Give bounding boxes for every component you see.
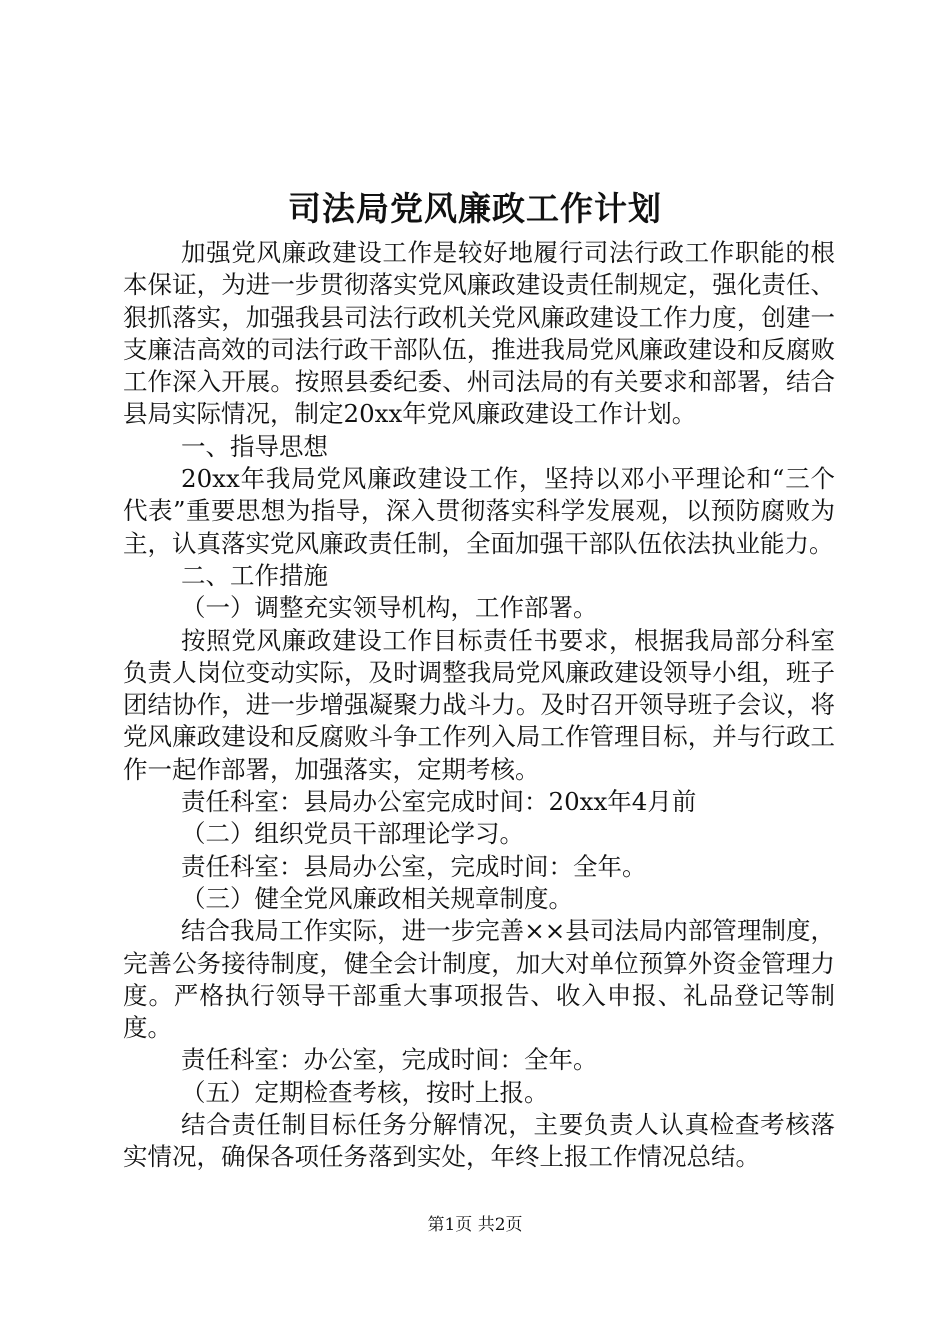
responsibility-line-1: 责任科室：县局办公室完成时间：20xx年4月前 <box>181 787 697 817</box>
responsibility-line-3: 责任科室：办公室，完成时间：全年。 <box>181 1045 598 1075</box>
subheading-regulations: （三）健全党风廉政相关规章制度。 <box>181 883 573 913</box>
leadership-paragraph: 按照党风廉政建设工作目标责任书要求，根据我局部分科室负责人岗位变动实际，及时调整我局党风廉政建设领导小组，班子团结协作，进一步增强凝聚力战斗力。及时召开领导班子会议，将党风廉政建设和反腐败斗争工作列入局工作管理目标，并与行政工作一起作部署，加强落实，定期考核。 <box>123 625 835 784</box>
guiding-ideology-paragraph: 20xx年我局党风廉政建设工作，坚持以邓小平理论和“三个代表”重要思想为指导，深入贯彻落实科学发展观，以预防腐败为主，认真落实党风廉政责任制，全面加强干部队伍依法执业能力。 <box>123 464 835 558</box>
subheading-inspection: （五）定期检查考核，按时上报。 <box>181 1077 549 1107</box>
subheading-leadership: （一）调整充实领导机构，工作部署。 <box>181 593 598 623</box>
responsibility-line-2: 责任科室：县局办公室，完成时间：全年。 <box>181 851 647 881</box>
subheading-theory-study: （二）组织党员干部理论学习。 <box>181 819 524 849</box>
page-footer: 第1页 共2页 <box>427 1215 523 1235</box>
inspection-paragraph: 结合责任制目标任务分解情况，主要负责人认真检查考核落实情况，确保各项任务落到实处，年终上报工作情况总结。 <box>123 1110 835 1172</box>
intro-paragraph: 加强党风廉政建设工作是较好地履行司法行政工作职能的根本保证，为进一步贯彻落实党风廉政建设责任制规定，强化责任、狠抓落实，加强我县司法行政机关党风廉政建设工作力度，创建一支廉洁高效的司法行政干部队伍，推进我局党风廉政建设和反腐败工作深入开展。按照县委纪委、州司法局的有关要求和部署，结合县局实际情况，制定20xx年党风廉政建设工作计划。 <box>123 238 835 429</box>
document-body <box>123 237 835 1174</box>
document-title: 司法局党风廉政工作计划 <box>288 189 662 228</box>
regulations-paragraph: 结合我局工作实际，进一步完善××县司法局内部管理制度，完善公务接待制度，健全会计制度，加大对单位预算外资金管理力度。严格执行领导干部重大事项报告、收入申报、礼品登记等制度。 <box>123 916 835 1043</box>
section-heading-work-measures: 二、工作措施 <box>181 560 328 590</box>
section-heading-guiding-ideology: 一、指导思想 <box>181 431 328 461</box>
